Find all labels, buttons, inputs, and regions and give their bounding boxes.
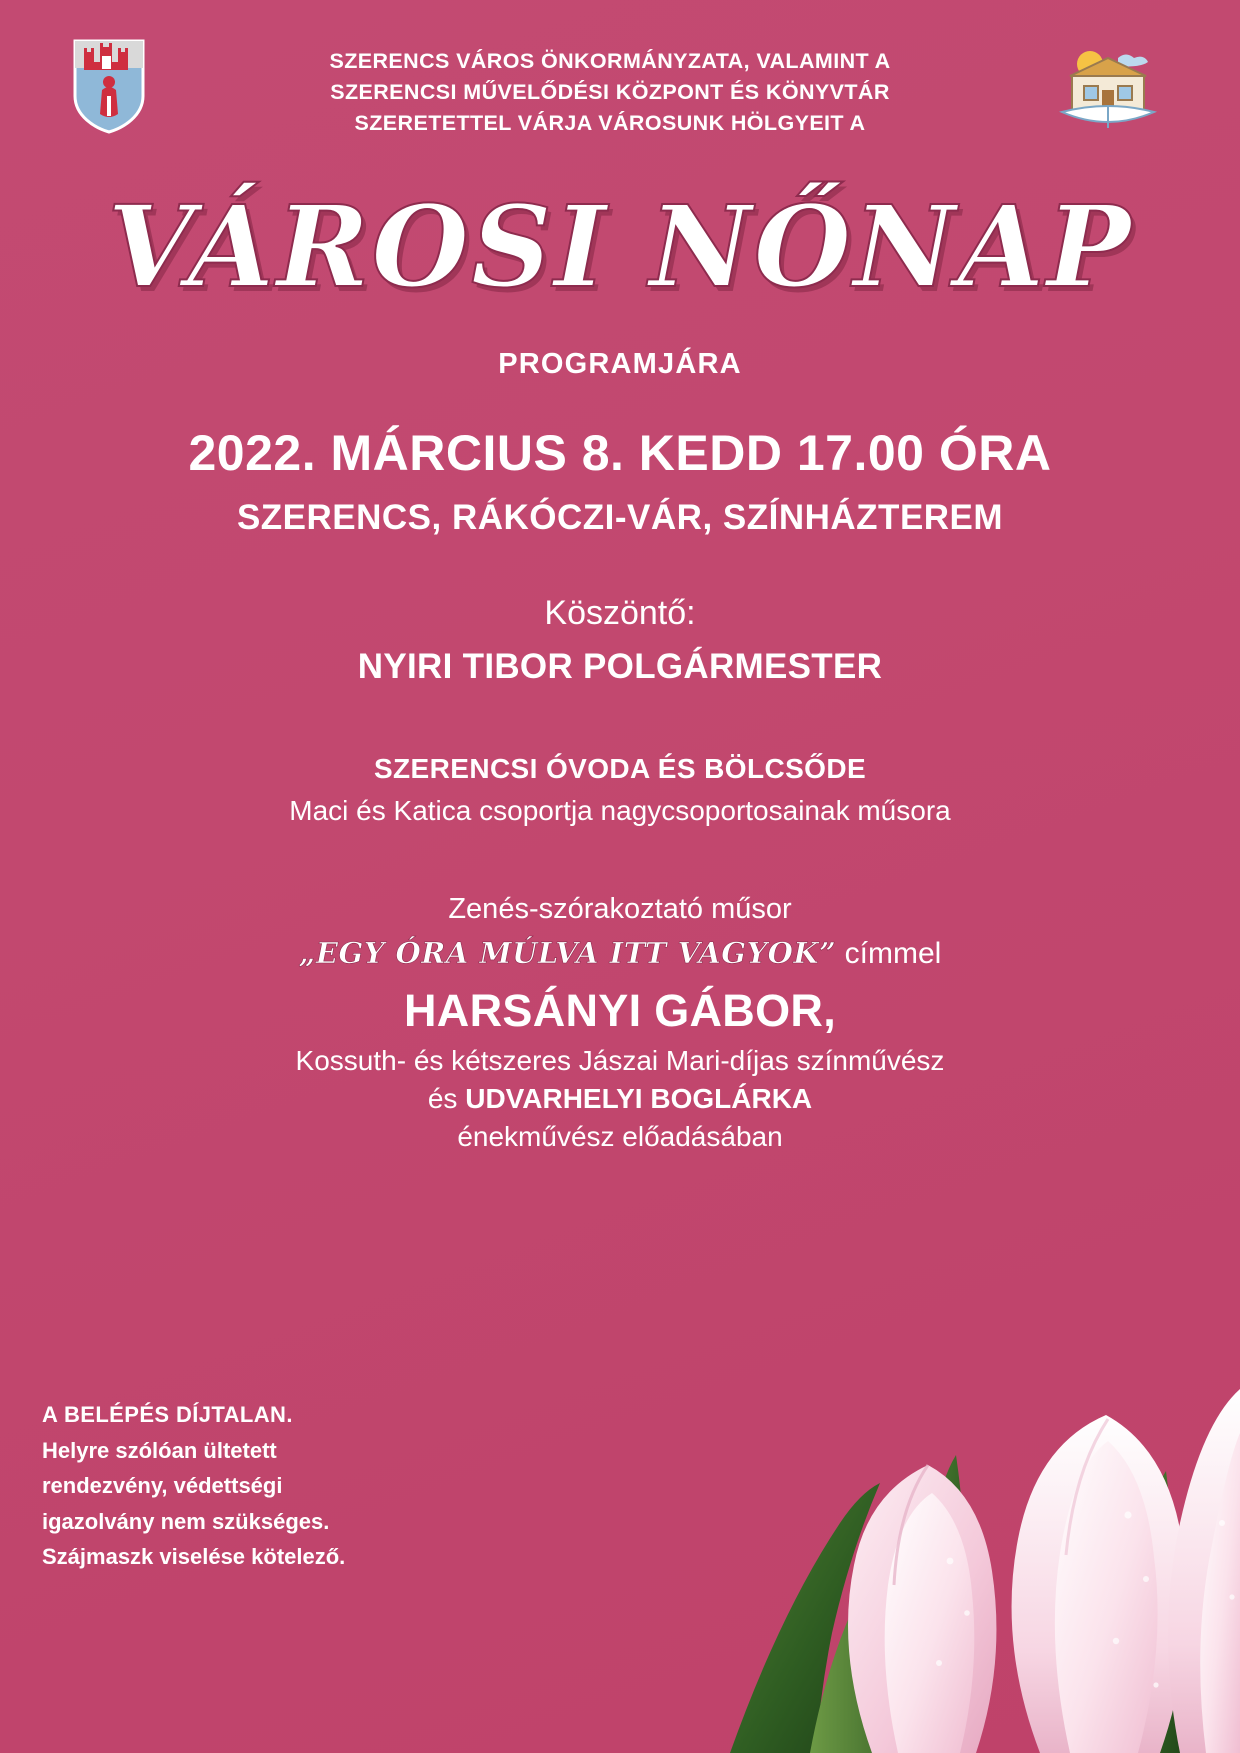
artist-second-prefix: és <box>427 1082 466 1114</box>
artist-second-name: UDVARHELYI BOGLÁRKA <box>465 1082 813 1114</box>
music-block <box>0 893 1240 1153</box>
kindergarten-name: SZERENCSI ÓVODA ÉS BÖLCSŐDE <box>373 752 867 784</box>
notes-line-2: Helyre szólóan ültetett <box>42 1437 277 1463</box>
notes-line-1: A BELÉPÉS DÍJTALAN. <box>42 1401 293 1427</box>
header-line-1: SZERENCS VÁROS ÖNKORMÁNYZATA, VALAMINT A <box>329 49 891 73</box>
program-section <box>0 592 1240 1153</box>
szerencs-coat-of-arms-icon <box>72 38 146 134</box>
admission-notes <box>42 1397 462 1575</box>
kindergarten-description: Maci és Katica csoportja nagycsoportosainak műsora <box>289 794 951 826</box>
notes-line-5: Szájmaszk viselése kötelező. <box>42 1544 346 1570</box>
music-title-suffix: címmel <box>844 936 942 970</box>
header-text <box>170 46 1050 140</box>
music-title-row <box>0 936 1240 971</box>
library-book-house-logo-icon <box>1056 42 1160 138</box>
kindergarten-block <box>0 753 1240 827</box>
poster-header <box>0 34 1240 164</box>
header-line-2: SZERENCSI MŰVELŐDÉSI KÖZPONT ÉS KÖNYVTÁR <box>330 80 890 105</box>
page-subtitle: PROGRAMJÁRA <box>498 348 742 380</box>
music-label: Zenés-szórakoztató műsor <box>448 892 792 925</box>
artist-second-row <box>0 1083 1240 1115</box>
tulip-photo-illustration <box>480 1193 1240 1753</box>
music-title: „EGY ÓRA MÚLVA ITT VAGYOK” <box>298 935 837 970</box>
greeting-label: Köszöntő: <box>544 594 696 632</box>
artist-second-role: énekművész előadásában <box>457 1120 783 1152</box>
notes-line-3: rendezvény, védettségi <box>42 1473 283 1499</box>
header-line-3: SZERETETTEL VÁRJA VÁROSUNK HÖLGYEIT A <box>354 111 866 136</box>
greeting-name: NYIRI TIBOR POLGÁRMESTER <box>357 646 883 686</box>
page-title: VÁROSI NŐNAP <box>107 182 1133 313</box>
event-date: 2022. MÁRCIUS 8. KEDD 17.00 ÓRA <box>188 425 1052 481</box>
artist-main-name: HARSÁNYI GÁBOR, <box>403 984 837 1036</box>
event-venue: SZERENCS, RÁKÓCZI-VÁR, SZÍNHÁZTEREM <box>236 498 1004 537</box>
artist-main-credentials: Kossuth- és kétszeres Jászai Mari-díjas színművész <box>295 1044 945 1076</box>
notes-line-4: igazolvány nem szükséges. <box>42 1508 330 1534</box>
